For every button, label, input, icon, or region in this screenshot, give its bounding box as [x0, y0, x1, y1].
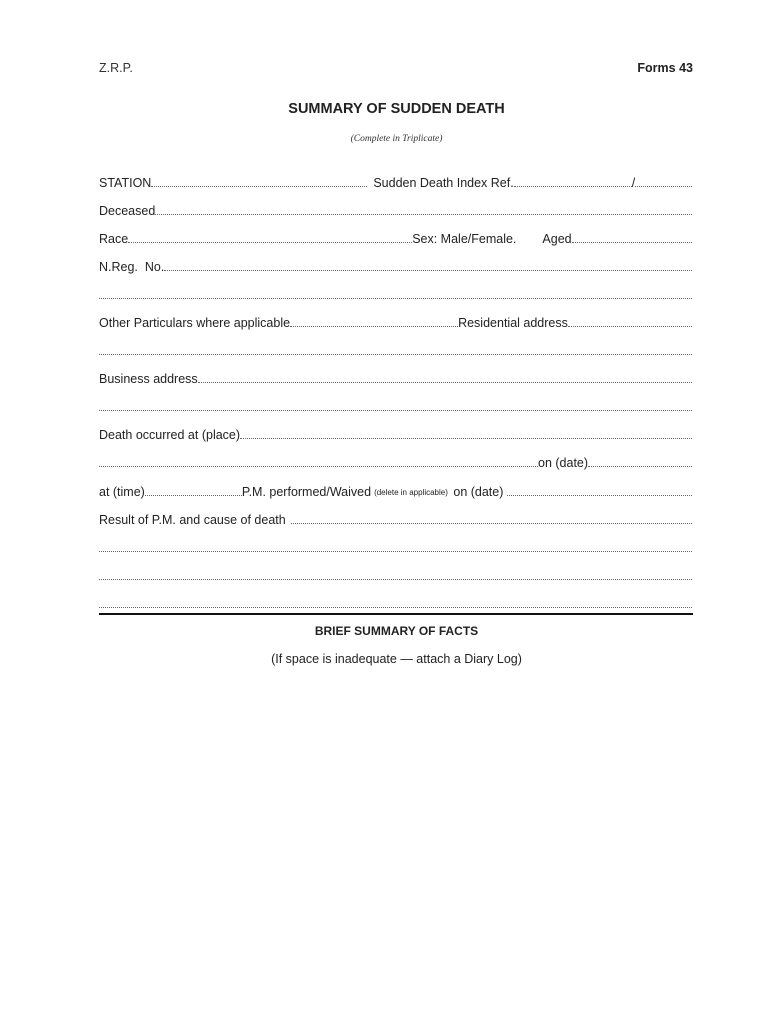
label-nreg: N.Reg. No.: [99, 260, 165, 274]
section-divider: [99, 613, 693, 615]
row-race: [99, 228, 692, 246]
blank-line[interactable]: [99, 298, 692, 299]
other-particulars-field[interactable]: [290, 326, 458, 327]
label-sex: Sex: Male/Female.: [412, 232, 517, 246]
slash: /: [631, 176, 636, 190]
label-race: Race: [99, 232, 129, 246]
label-aged: Aged: [542, 232, 572, 246]
label-residential: Residential address: [458, 316, 568, 330]
blank-line[interactable]: [99, 551, 692, 552]
business-field[interactable]: [198, 382, 692, 383]
row-blank-1: [99, 284, 692, 302]
row-blank-5: [99, 565, 692, 583]
row-on-date: [99, 452, 692, 470]
row-blank-3: [99, 396, 692, 414]
aged-field[interactable]: [572, 242, 692, 243]
label-pm: P.M. performed/Waived: [241, 485, 372, 499]
blank-line[interactable]: [99, 579, 692, 580]
result-field[interactable]: [291, 523, 692, 524]
blank-line[interactable]: [99, 354, 692, 355]
row-blank-2: [99, 340, 692, 358]
row-nreg: [99, 256, 692, 274]
row-blank-6: [99, 593, 692, 611]
label-deceased: Deceased: [99, 204, 156, 218]
label-pm-date: on (date): [449, 485, 504, 499]
row-blank-4: [99, 537, 692, 555]
pm-date-field[interactable]: [507, 495, 692, 496]
deceased-field[interactable]: [155, 214, 692, 215]
label-other: Other Particulars where applicable: [99, 316, 291, 330]
date-field[interactable]: [588, 466, 692, 467]
row-result: [99, 509, 692, 527]
index-ref-year-field[interactable]: [635, 186, 692, 187]
race-field[interactable]: [128, 242, 412, 243]
section-title: BRIEF SUMMARY OF FACTS: [314, 624, 479, 638]
death-place-field[interactable]: [240, 438, 692, 439]
label-on-date: on (date): [538, 456, 589, 470]
label-at-time: at (time): [99, 485, 145, 499]
row-business: [99, 368, 692, 386]
form-number: Forms 43: [637, 61, 693, 75]
time-field[interactable]: [145, 495, 242, 496]
header-left: Z.R.P.: [99, 61, 133, 75]
subtitle: (Complete in Triplicate): [350, 134, 443, 144]
row-deceased: [99, 200, 692, 218]
death-place-field-2[interactable]: [99, 466, 538, 467]
nreg-field[interactable]: [164, 270, 692, 271]
label-result: Result of P.M. and cause of death: [99, 513, 286, 527]
label-station: STATION: [99, 176, 152, 190]
residential-field[interactable]: [568, 326, 692, 327]
row-death-place: [99, 424, 692, 442]
row-time: [99, 481, 692, 499]
row-other: [99, 312, 692, 330]
label-business: Business address: [99, 372, 198, 386]
section-note: (If space is inadequate — attach a Diary Log): [271, 652, 522, 666]
blank-line[interactable]: [99, 410, 692, 411]
index-ref-field[interactable]: [514, 186, 632, 187]
label-death-place: Death occurred at (place): [99, 428, 241, 442]
label-delete: (delete in applicable): [374, 488, 448, 497]
station-field[interactable]: [151, 186, 367, 187]
page-title: SUMMARY OF SUDDEN DEATH: [288, 101, 505, 117]
row-station: [99, 172, 692, 190]
blank-line[interactable]: [99, 607, 692, 608]
label-index-ref: Sudden Death Index Ref.: [373, 176, 514, 190]
